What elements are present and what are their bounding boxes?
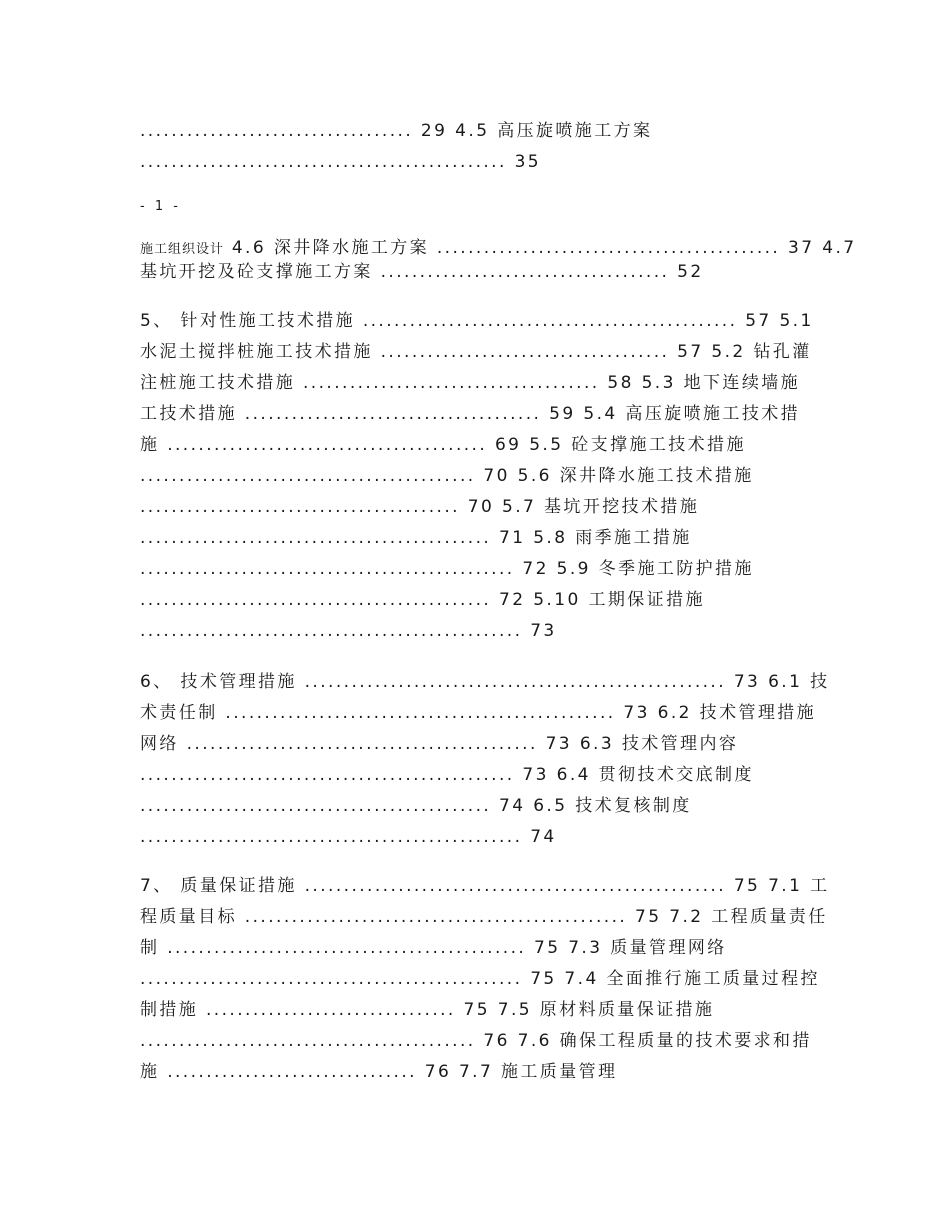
toc-line: ................................................. 74 (140, 827, 557, 847)
toc-line: ............................................. 72 5.10 工期保证措施 (140, 590, 705, 610)
header-label: 施工组织设计 (140, 242, 225, 257)
toc-line: 施 ......................................... 69 5.5 砼支撑施工技术措施 (140, 435, 746, 455)
toc-line: 制 .............................................. 75 7.3 质量管理网络 (140, 938, 727, 958)
toc-line-text: 4.6 深井降水施工方案 ............................................ 37 4.7 (231, 238, 857, 258)
toc-line: 制措施 ................................ 75 7.5 原材料质量保证措施 (140, 1000, 715, 1020)
toc-line: ............................................... 35 (140, 152, 542, 172)
toc-line: ......................................... 70 5.7 基坑开挖技术措施 (140, 497, 700, 517)
toc-line: 6、 技术管理措施 ...................................................... 73 6.1 技 (140, 672, 830, 692)
toc-line: ................................................ 73 6.4 贯彻技术交底制度 (140, 765, 754, 785)
toc-line: ............................................. 71 5.8 雨季施工措施 (140, 528, 692, 548)
toc-line (140, 238, 857, 260)
page-number: - 1 - (140, 199, 181, 214)
toc-line: 注桩施工技术措施 ...................................... 58 5.3 地下连续墙施 (140, 373, 801, 393)
toc-line: 程质量目标 ................................................. 75 7.2 工程质量责任 (140, 907, 828, 927)
toc-line: 基坑开挖及砼支撑施工方案 ..................................... 52 (140, 262, 704, 282)
toc-line: ........................................... 70 5.6 深井降水施工技术措施 (140, 466, 754, 486)
toc-line: ................................................. 73 (140, 621, 557, 641)
toc-line: 工技术措施 ...................................... 59 5.4 高压旋喷施工技术措 (140, 404, 801, 424)
toc-line: ........................................... 76 7.6 确保工程质量的技术要求和措 (140, 1031, 812, 1051)
toc-line: 网络 ............................................. 73 6.3 技术管理内容 (140, 734, 739, 754)
toc-line: ................................... 29 4.5 高压旋喷施工方案 (140, 121, 653, 141)
toc-line: 术责任制 .................................................. 73 6.2 技术管理措施 (140, 703, 817, 723)
toc-line: 5、 针对性施工技术措施 ................................................ 57 5.1 (140, 311, 814, 331)
toc-line: ................................................. 75 7.4 全面推行施工质量过程控 (140, 969, 820, 989)
toc-line: ............................................. 74 6.5 技术复核制度 (140, 796, 692, 816)
toc-line: 水泥土搅拌桩施工技术措施 ..................................... 57 5.2 钻孔灌 (140, 342, 812, 362)
toc-line: 7、 质量保证措施 ...................................................... 75 7.1 工 (140, 876, 830, 896)
toc-line: ................................................ 72 5.9 冬季施工防护措施 (140, 559, 754, 579)
toc-line: 施 ................................ 76 7.7 施工质量管理 (140, 1062, 618, 1082)
